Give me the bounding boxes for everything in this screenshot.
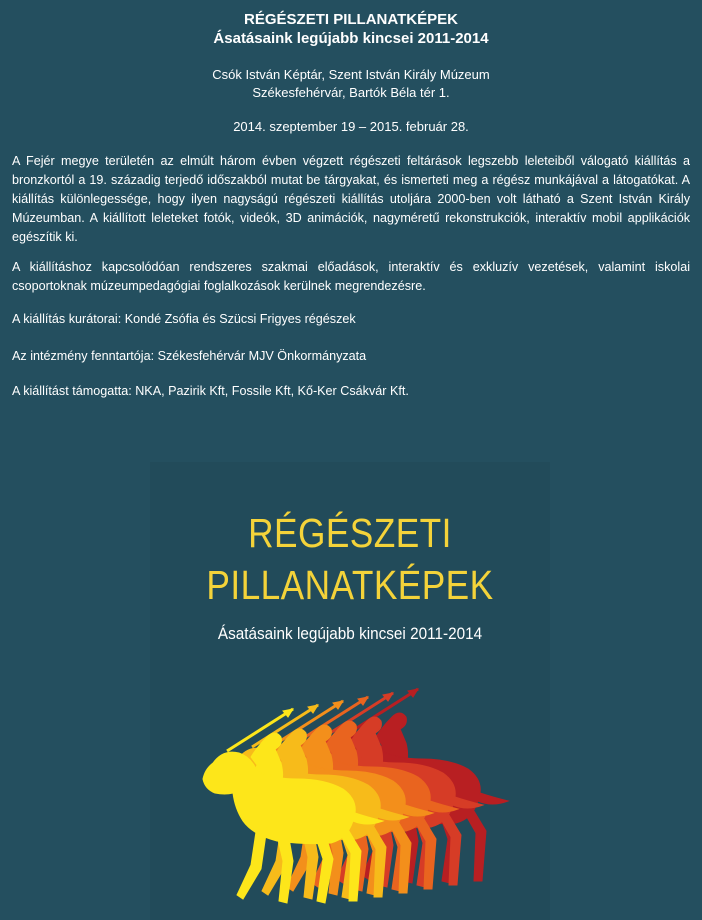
poster-subtitle: Ásatásaink legújabb kincsei 2011-2014 [217,624,483,643]
maintainer-line: Az intézmény fenntartója: Székesfehérvár MJV Önkormányzata [12,349,367,363]
exhibition-title: RÉGÉSZETI PILLANATKÉPEK [244,11,458,28]
venue-name: Csók István Képtár, Szent István Király Múzeum [212,67,490,82]
document-body [12,152,690,401]
exhibition-poster [150,462,550,920]
curators-line: A kiállítás kurátorai: Kondé Zsófia és Szücsi Frigyes régészek [12,312,356,326]
document-header [0,0,702,136]
venue-address: Székesfehérvár, Bartók Béla tér 1. [252,85,450,100]
exhibition-subtitle: Ásatásaink legújabb kincsei 2011-2014 [213,30,489,47]
poster-title-line2: PILLANATKÉPEK [206,562,494,608]
horse-riders-illustration [150,687,550,920]
description-paragraph: A Fejér megye területén az elmúlt három évben végzett régészeti feltárások legszebb leleteiből válogató kiállítás a bronzkortól a 19. századig terjedő időszakból mutat be tárgyakat, és ismerteti meg a régész munkájával a látogatókat. A kiállítás különlegessége, hogy ilyen nagyságú régészeti kiállítás utoljára 2000-ben volt látható a Szent István Király Múzeumban. A kiállított leleteket fotók, videók, 3D animációk, nagyméretű rekonstrukciók, interaktív mobil applikációk egészítik ki. [12,154,690,244]
sponsors-line: A kiállítást támogatta: NKA, Pazirik Kft, Fossile Kft, Kő-Ker Csákvár Kft. [12,384,409,398]
poster-title-line1: RÉGÉSZETI [248,510,452,556]
venue-block [0,66,702,102]
programs-paragraph: A kiállításhoz kapcsolódóan rendszeres szakmai előadások, interaktív és exkluzív vezetések, valamint iskolai csoportoknak múzeumpedagógiai foglalkozások kerülnek megrendezésre. [12,260,690,293]
exhibition-dates: 2014. szeptember 19 – 2015. február 28. [233,119,469,134]
